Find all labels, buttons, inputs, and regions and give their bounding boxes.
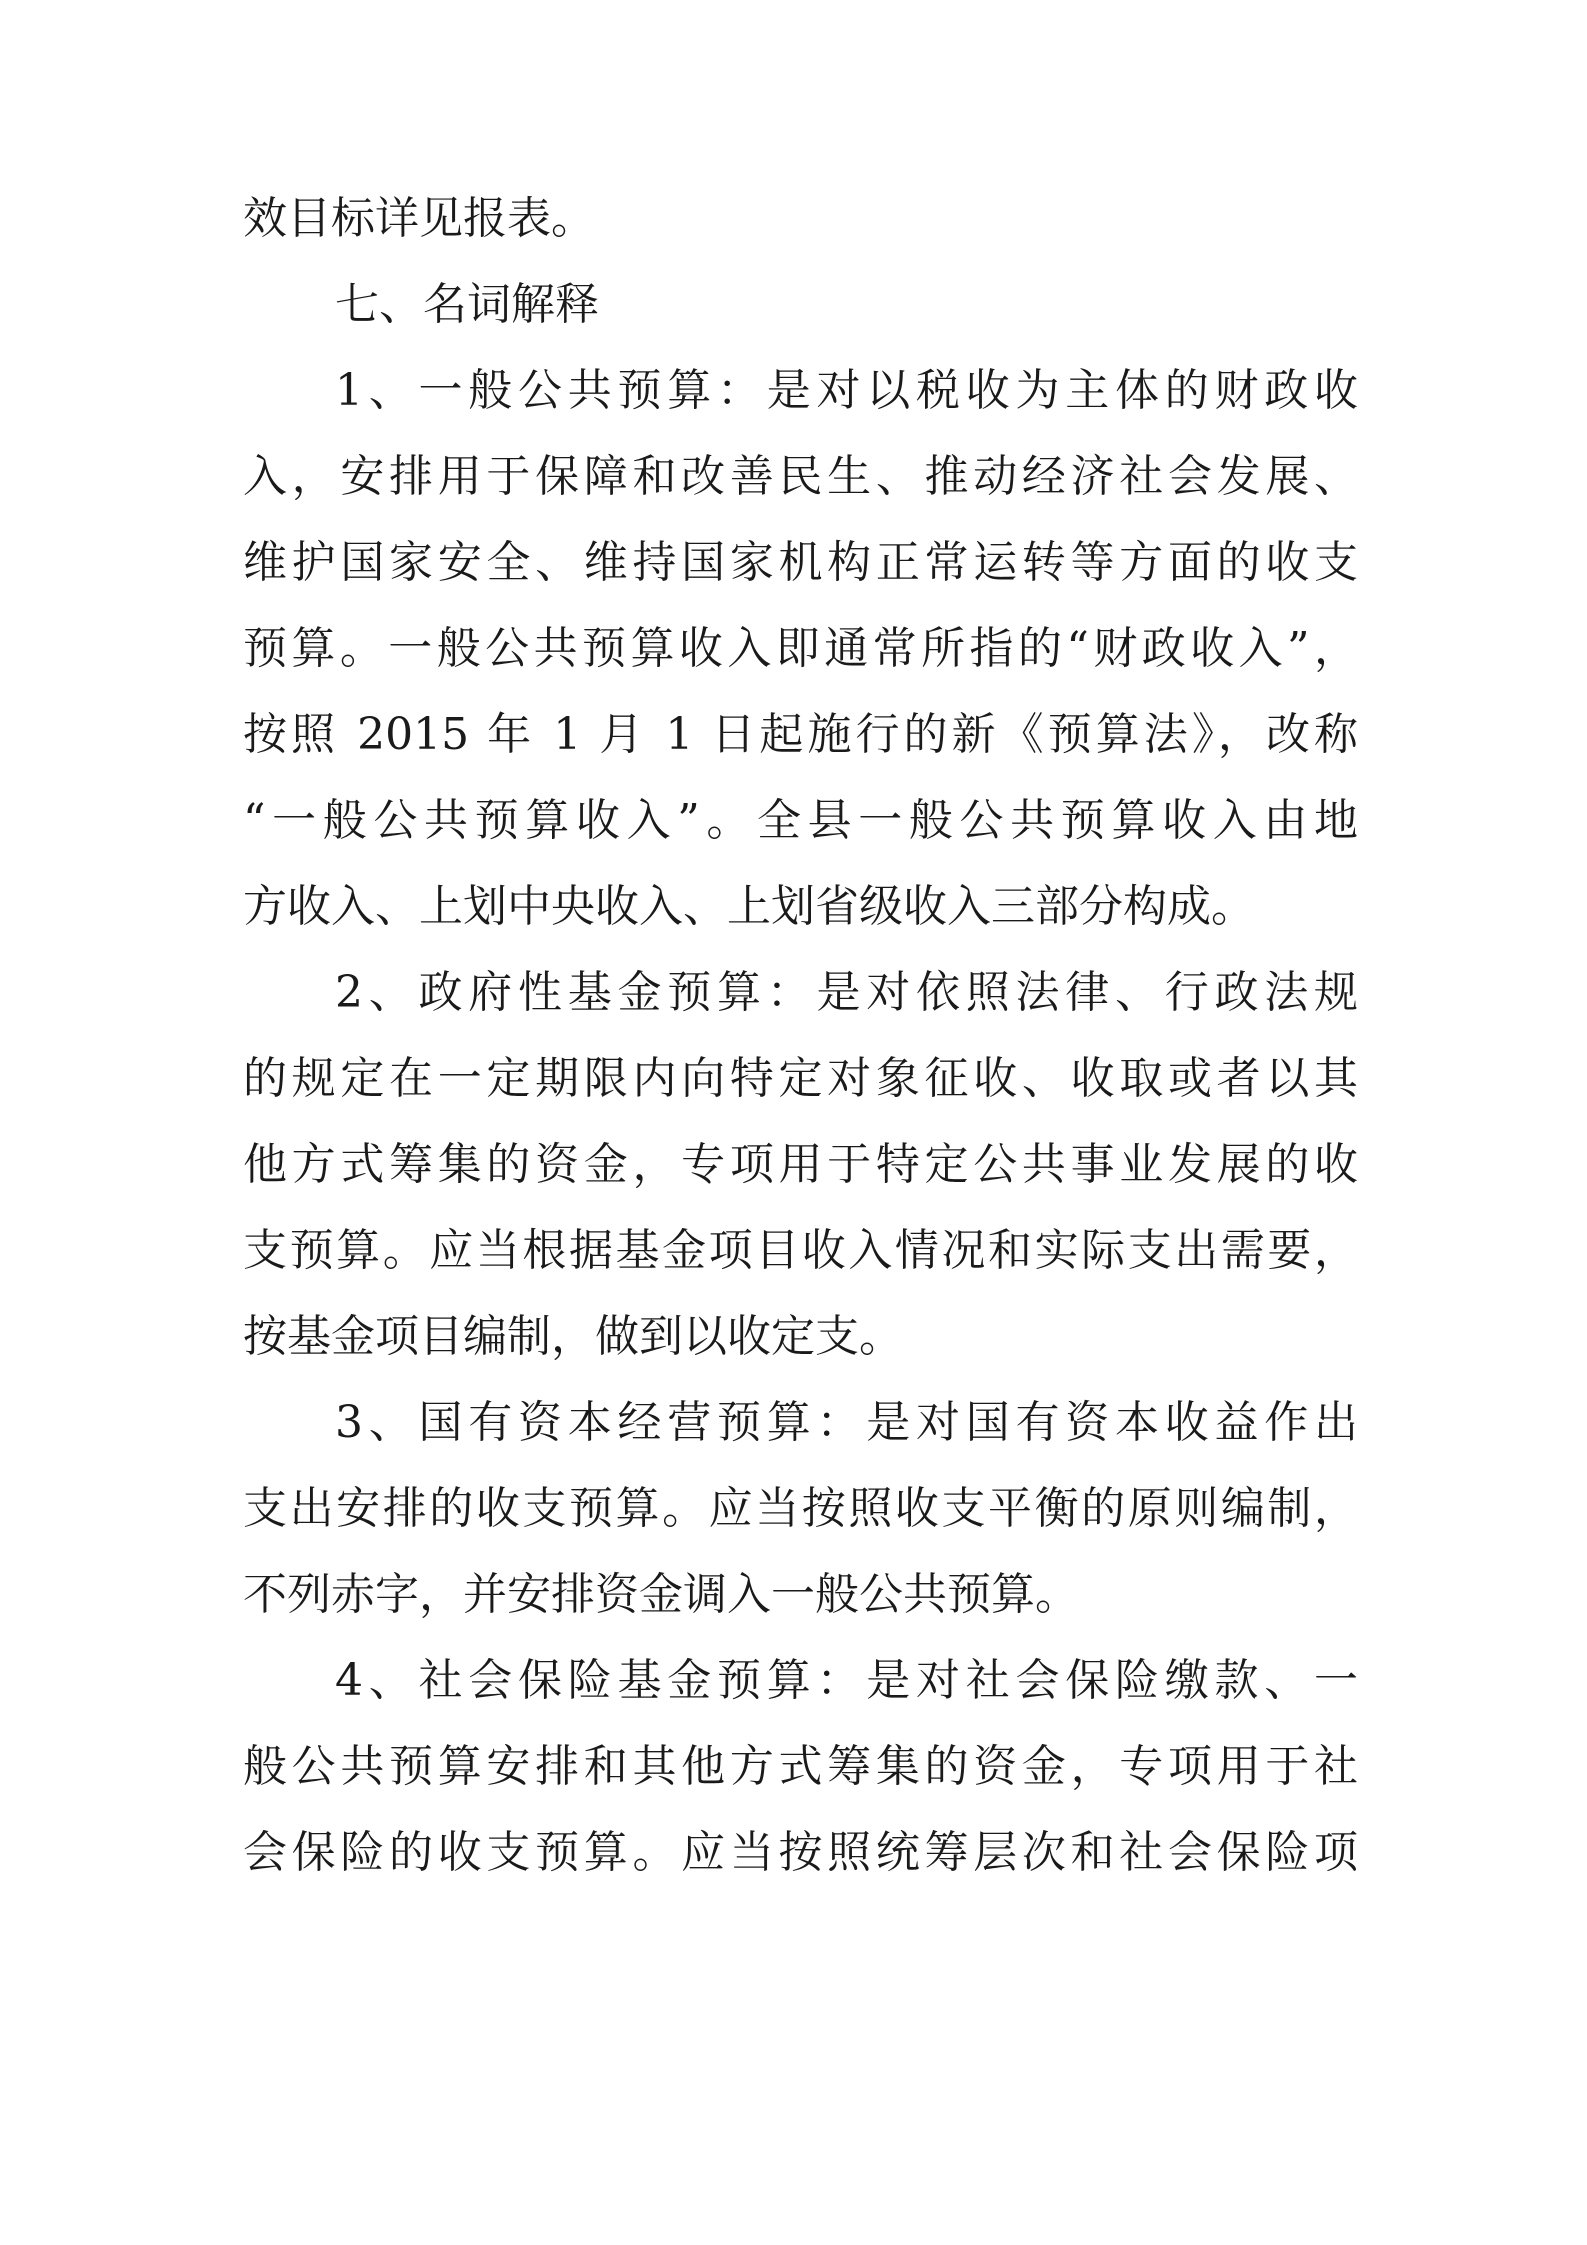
text-line-11: 的规定在一定期限内向特定对象征收、收取或者以其 xyxy=(243,1053,1358,1104)
text-line-12: 他方式筹集的资金，专项用于特定公共事业发展的收 xyxy=(243,1139,1358,1190)
text-line-10: 2、政府性基金预算：是对依照法律、行政法规 xyxy=(335,967,1358,1018)
section-heading: 七、名词解释 xyxy=(335,279,599,330)
text-line-14: 按基金项目编制，做到以收定支。 xyxy=(243,1311,903,1362)
text-line-3: 1、一般公共预算：是对以税收为主体的财政收 xyxy=(335,365,1358,416)
text-line-19: 般公共预算安排和其他方式筹集的资金，专项用于社 xyxy=(243,1741,1358,1792)
text-line-5: 维护国家安全、维持国家机构正常运转等方面的收支 xyxy=(243,537,1358,588)
text-line-6: 预算。一般公共预算收入即通常所指的“财政收入”， xyxy=(243,623,1358,674)
text-line-8: “一般公共预算收入”。全县一般公共预算收入由地 xyxy=(243,795,1358,846)
text-line-13: 支预算。应当根据基金项目收入情况和实际支出需要， xyxy=(243,1225,1358,1276)
text-line-15: 3、国有资本经营预算：是对国有资本收益作出 xyxy=(335,1397,1358,1448)
text-line-9: 方收入、上划中央收入、上划省级收入三部分构成。 xyxy=(243,881,1255,932)
text-line-16: 支出安排的收支预算。应当按照收支平衡的原则编制， xyxy=(243,1483,1358,1534)
text-line-20: 会保险的收支预算。应当按照统筹层次和社会保险项 xyxy=(243,1827,1358,1878)
text-line-18: 4、社会保险基金预算：是对社会保险缴款、一 xyxy=(335,1655,1358,1706)
text-line-17: 不列赤字，并安排资金调入一般公共预算。 xyxy=(243,1569,1079,1620)
text-line-7: 按照 2015 年 1 月 1 日起施行的新《预算法》，改称 xyxy=(243,709,1358,760)
text-line-1: 效目标详见报表。 xyxy=(243,193,595,244)
text-line-4: 入，安排用于保障和改善民生、推动经济社会发展、 xyxy=(243,451,1358,502)
body-text xyxy=(243,176,1358,1896)
